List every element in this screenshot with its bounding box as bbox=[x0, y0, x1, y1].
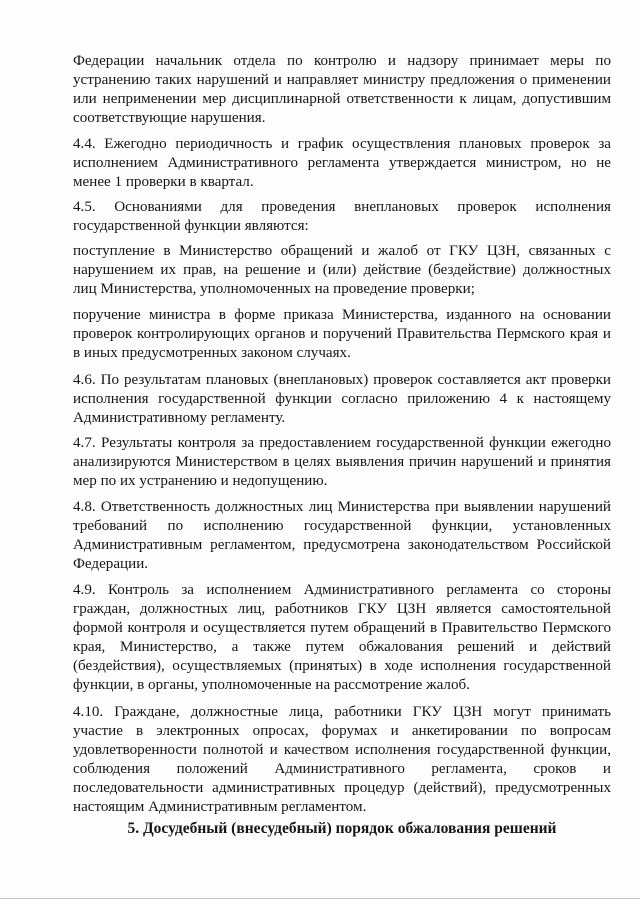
text-line: исполнения государственной функции согласно приложению 4 к настоящему bbox=[73, 391, 611, 407]
text-line: 4.10. Граждане, должностные лица, работники ГКУ ЦЗН могут принимать bbox=[73, 704, 611, 720]
text-line: государственной функции являются: bbox=[73, 218, 309, 234]
text-line: менее 1 проверки в квартал. bbox=[73, 174, 254, 190]
text-line: удовлетворенности полнотой и качеством исполнения государственной функции, bbox=[73, 742, 611, 758]
text-line: исполнением Административного регламента утверждается министром, но не bbox=[73, 155, 611, 171]
paragraph-4-6 bbox=[73, 371, 611, 428]
paragraph-4-10 bbox=[73, 703, 611, 817]
paragraph-4-4 bbox=[73, 135, 611, 192]
text-line: требований по исполнению государственной функции, установленных bbox=[73, 518, 611, 534]
paragraph-4-5 bbox=[73, 198, 611, 236]
paragraph-4-9 bbox=[73, 581, 611, 695]
text-line: 4.7. Результаты контроля за предоставлением государственной функции ежегодно bbox=[73, 435, 611, 451]
text-line: последовательности административных процедур (действий), предусмотренных bbox=[73, 780, 611, 796]
paragraph-ground-complaints bbox=[73, 242, 611, 299]
text-line: функции, в органы, уполномоченные на рассмотрение жалоб. bbox=[73, 677, 470, 693]
text-line: настоящим Административным регламентом. bbox=[73, 799, 367, 815]
text-line: анализируются Министерством в целях выявления причин нарушений и принятия bbox=[73, 454, 611, 470]
text-line: проверок контролирующих органов и поручений Правительства Пермского края и bbox=[73, 326, 611, 342]
text-line: или неприменении мер дисциплинарной ответственности к лицам, допустившим bbox=[73, 91, 611, 107]
page-bottom-edge bbox=[0, 898, 640, 899]
text-line: 4.9. Контроль за исполнением Административного регламента со стороны bbox=[73, 582, 611, 598]
text-line: формой контроля и осуществляется путем обращений в Правительство Пермского bbox=[73, 620, 611, 636]
text-line: граждан, должностных лиц, работников ГКУ ЦЗН является самостоятельной bbox=[73, 601, 611, 617]
section-heading: 5. Досудебный (внесудебный) порядок обжалования решений bbox=[127, 820, 557, 837]
text-line: лиц Министерства, уполномоченных на проведение проверки; bbox=[73, 281, 475, 297]
text-line: Административному регламенту. bbox=[73, 410, 286, 426]
paragraph-continuation bbox=[73, 52, 611, 128]
text-line: устранению таких нарушений и направляет министру предложения о применении bbox=[73, 72, 611, 88]
text-line: Административным регламентом, предусмотрена законодательством Российской bbox=[73, 537, 611, 553]
text-line: Федерации. bbox=[73, 556, 149, 572]
text-line: соответствующие нарушения. bbox=[73, 110, 266, 126]
text-line: нарушением их прав, на решение и (или) действие (бездействие) должностных bbox=[73, 262, 611, 278]
text-line: 4.8. Ответственность должностных лиц Министерства при выявлении нарушений bbox=[73, 499, 611, 515]
text-line: края, Министерство, а также путем обжалования решений и действий bbox=[73, 639, 611, 655]
text-line: поступление в Министерство обращений и жалоб от ГКУ ЦЗН, связанных с bbox=[73, 243, 611, 259]
text-line: поручение министра в форме приказа Министерства, изданного на основании bbox=[73, 307, 611, 323]
text-line: соблюдения положений Административного регламента, сроков и bbox=[73, 761, 611, 777]
text-line: участие в электронных опросах, форумах и анкетировании по вопросам bbox=[73, 723, 611, 739]
paragraph-ground-order bbox=[73, 306, 611, 363]
text-line: 4.6. По результатам плановых (внеплановых) проверок составляется акт проверки bbox=[73, 372, 611, 388]
paragraph-4-8 bbox=[73, 498, 611, 574]
text-line: 4.4. Ежегодно периодичность и график осуществления плановых проверок за bbox=[73, 136, 611, 152]
text-line: 4.5. Основаниями для проведения внеплановых проверок исполнения bbox=[73, 199, 611, 215]
text-line: в иных предусмотренных законом случаях. bbox=[73, 345, 351, 361]
text-line: (бездействия), осуществляемых (принятых) в ходе исполнения государственной bbox=[73, 658, 611, 674]
text-line: мер по их устранению и недопущению. bbox=[73, 473, 328, 489]
paragraph-4-7 bbox=[73, 434, 611, 491]
text-line: Федерации начальник отдела по контролю и надзору принимает меры по bbox=[73, 53, 611, 69]
